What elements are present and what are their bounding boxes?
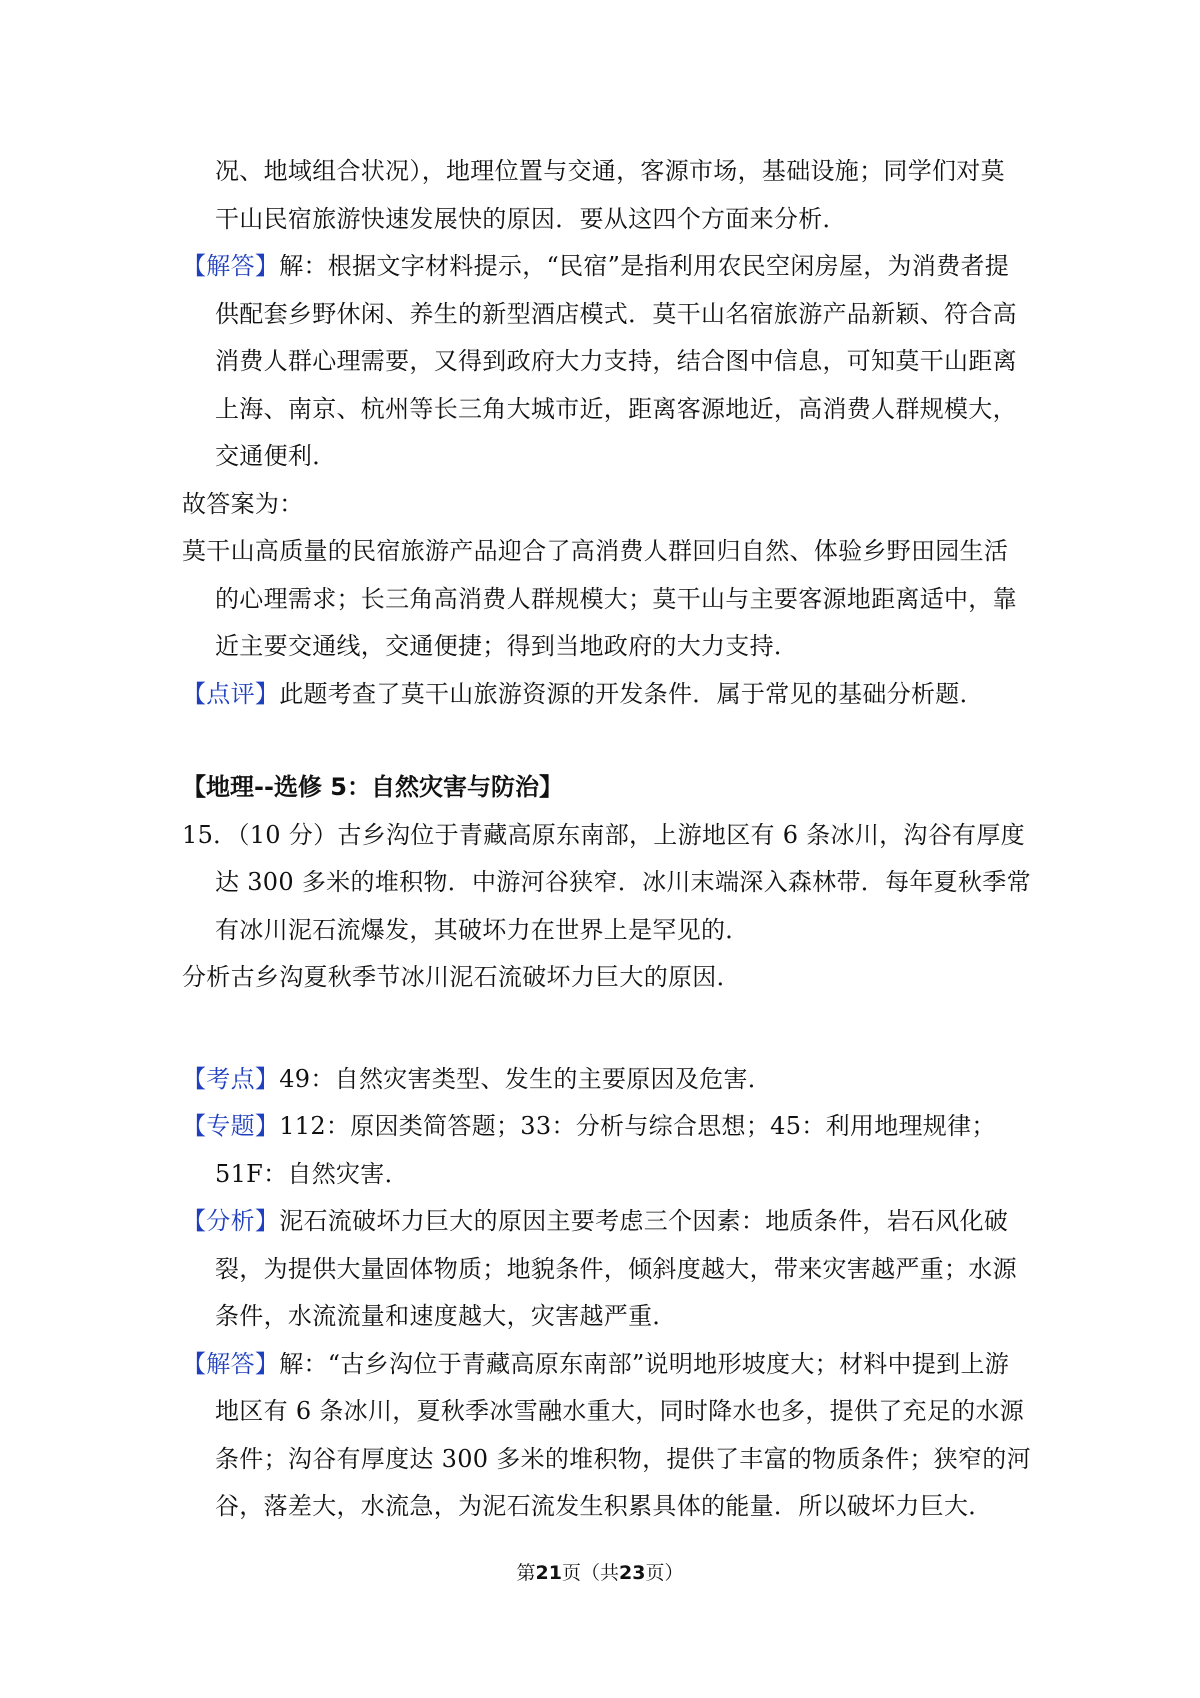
spacer [182, 718, 1027, 764]
text-span: 泥石流破坏力巨大的原因主要考虑三个因素：地质条件，岩石风化破 [279, 1207, 1009, 1235]
text-line: 消费人群心理需要，又得到政府大力支持，结合图中信息，可知莫干山距离 [215, 347, 1017, 375]
footer-suffix: 页） [645, 1562, 684, 1584]
fenxi-paragraph [182, 1198, 1027, 1246]
text-line: 条件；沟谷有厚度达 300 多米的堆积物，提供了丰富的物质条件；狭窄的河 [215, 1444, 1031, 1473]
fenxi-tag: 【分析】 [182, 1207, 280, 1235]
kaodian-tag: 【考点】 [182, 1064, 280, 1093]
text-line: 达 300 多米的堆积物．中游河谷狭窄．冰川末端深入森林带．每年夏秋季常 [215, 868, 1031, 896]
comment-paragraph [182, 671, 1027, 719]
text-line: 干山民宿旅游快速发展快的原因．要从这四个方面来分析． [215, 204, 847, 233]
text-line: 近主要交通线，交通便捷；得到当地政府的大力支持． [215, 632, 799, 660]
text-span: 解：“古乡沟位于青藏高原东南部”说明地形坡度大；材料中提到上游 [279, 1349, 1010, 1378]
zhuanti-tag: 【专题】 [182, 1112, 280, 1140]
answer-tag: 【解答】 [182, 252, 280, 280]
text-line: 况、地域组合状况），地理位置与交通，客源市场，基础设施；同学们对莫 [215, 157, 1005, 185]
text-line: 的心理需求；长三角高消费人群规模大；莫干山与主要客源地距离适中，靠 [215, 584, 1017, 613]
answer-paragraph [182, 243, 1027, 291]
footer-mid: 页（共 [561, 1562, 619, 1584]
question-prompt: 分析古乡沟夏秋季节冰川泥石流破坏力巨大的原因． [182, 963, 741, 991]
text-line: 谷，落差大，水流急，为泥石流发生积累具体的能量．所以破坏力巨大． [215, 1492, 993, 1520]
spacer [182, 1002, 1027, 1056]
text-line: 交通便利． [215, 442, 337, 470]
page-footer [0, 1558, 1200, 1588]
zhuanti-paragraph [182, 1103, 1027, 1151]
text-line: 上海、南京、杭州等长三角大城市近，距离客源地近，高消费人群规模大， [215, 394, 1017, 423]
text-line: 有冰川泥石流爆发，其破坏力在世界上是罕见的． [215, 915, 750, 944]
conclusion-label: 故答案为： [182, 489, 304, 518]
text-span: 解：根据文字材料提示，“民宿”是指利用农民空闲房屋，为消费者提 [279, 252, 1010, 280]
page-content [182, 148, 1031, 1531]
section-heading: 【地理--选修 5：自然灾害与防治】 [182, 773, 563, 801]
question-line: 15．（10 分）古乡沟位于青藏高原东南部，上游地区有 6 条冰川，沟谷有厚度 [182, 820, 1025, 849]
text-line: 地区有 6 条冰川，夏秋季冰雪融水重大，同时降水也多，提供了充足的水源 [215, 1397, 1025, 1425]
text-span: 49：自然灾害类型、发生的主要原因及危害． [279, 1064, 773, 1093]
conclusion-line: 莫干山高质量的民宿旅游产品迎合了高消费人群回归自然、体验乡野田园生活 [182, 537, 1009, 565]
page-total: 23 [619, 1562, 646, 1584]
footer-prefix: 第 [516, 1562, 536, 1584]
text-span: 112：原因类简答题；33：分析与综合思想；45：利用地理规律； [279, 1112, 996, 1140]
text-line: 条件，水流流量和速度越大，灾害越严重． [215, 1302, 677, 1330]
answer-tag: 【解答】 [182, 1349, 280, 1378]
page-number: 21 [535, 1562, 562, 1584]
answer-paragraph [182, 1341, 1027, 1389]
text-line: 供配套乡野休闲、养生的新型酒店模式．莫干山名宿旅游产品新颖、符合高 [215, 299, 1017, 328]
text-span: 此题考查了莫干山旅游资源的开发条件．属于常见的基础分析题． [279, 679, 984, 708]
text-line: 51F：自然灾害． [215, 1159, 409, 1188]
text-line: 裂，为提供大量固体物质；地貌条件，倾斜度越大，带来灾害越严重；水源 [215, 1254, 1017, 1283]
kaodian-paragraph [182, 1056, 1027, 1104]
comment-tag: 【点评】 [182, 679, 280, 708]
